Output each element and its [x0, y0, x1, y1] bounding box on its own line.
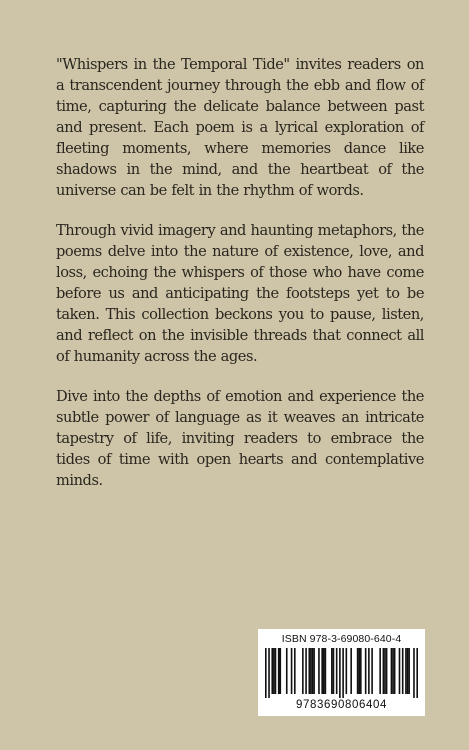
barcode-bar — [291, 648, 293, 694]
barcode-bar — [331, 648, 333, 694]
barcode-bar — [368, 648, 370, 694]
blurb-paragraph-3: Dive into the depths of emotion and experience the subtle power of language as it weaves an intricate tapestry of life, inviting readers to embrace the tides of time with open hearts and contemplative minds. — [56, 388, 424, 489]
barcode-bar — [336, 648, 338, 694]
barcode-bar — [310, 648, 312, 694]
barcode-bar — [265, 648, 267, 698]
barcode-bar — [323, 648, 325, 694]
barcode-bar — [392, 648, 394, 694]
barcode-bar — [271, 648, 273, 694]
barcode-bar — [386, 648, 388, 694]
isbn-digits: 9783690806404 — [296, 699, 387, 711]
barcode-bar — [408, 648, 410, 694]
barcode-bar — [405, 648, 407, 694]
barcode-bar — [325, 648, 327, 694]
isbn-barcode — [258, 629, 425, 716]
barcode-bar — [294, 648, 296, 694]
barcode-bar — [318, 648, 320, 694]
barcode-bar — [384, 648, 386, 694]
book-blurb — [56, 54, 424, 510]
barcode-bar — [305, 648, 307, 694]
barcode-bars — [265, 648, 418, 698]
barcode-bar — [379, 648, 381, 694]
barcode-bar — [402, 648, 404, 694]
isbn-label: ISBN 978-3-69080-640-4 — [281, 633, 402, 645]
barcode-bar — [399, 648, 401, 694]
barcode-bar — [286, 648, 288, 694]
barcode-bar — [407, 648, 409, 694]
barcode-bar — [278, 648, 280, 694]
barcode-bar — [391, 648, 393, 694]
barcode-bar — [394, 648, 396, 694]
barcode-bar — [321, 648, 323, 694]
barcode-bar — [413, 648, 415, 698]
barcode-bar — [416, 648, 418, 698]
barcode-bar — [333, 648, 335, 694]
barcode-bar — [279, 648, 281, 694]
barcode-bar — [383, 648, 385, 694]
barcode-bar — [365, 648, 367, 694]
barcode-bar — [308, 648, 310, 694]
barcode-bar — [342, 648, 344, 698]
barcode-bar — [273, 648, 275, 694]
barcode-bar — [275, 648, 277, 694]
barcode-bar — [358, 648, 360, 694]
barcode-bar — [302, 648, 304, 694]
barcode-bar — [350, 648, 352, 694]
barcode-bar — [346, 648, 348, 694]
barcode-bar — [360, 648, 362, 694]
blurb-paragraph-1: "Whispers in the Temporal Tide" invites readers on a transcendent journey through the ebb and flow of time, capturing the delicate balance between past and present. Each poem is a lyrical exploration of fleeting moments, where memories dance like shadows in the mind, and the heartbeat of the universe can be felt in the rhythm of words. — [56, 56, 424, 199]
barcode-bar — [313, 648, 315, 694]
blurb-paragraph-2: Through vivid imagery and haunting metaphors, the poems delve into the nature of existence, love, and loss, echoing the whispers of those who have come before us and anticipating the footsteps yet to be taken. This collection beckons you to pause, listen, and reflect on the invisible threads that connect all of humanity across the ages. — [56, 222, 424, 365]
barcode-bar — [312, 648, 314, 694]
barcode-bar — [357, 648, 359, 694]
barcode-bar — [339, 648, 341, 698]
barcode-bar — [371, 648, 373, 694]
barcode-bar — [268, 648, 270, 698]
